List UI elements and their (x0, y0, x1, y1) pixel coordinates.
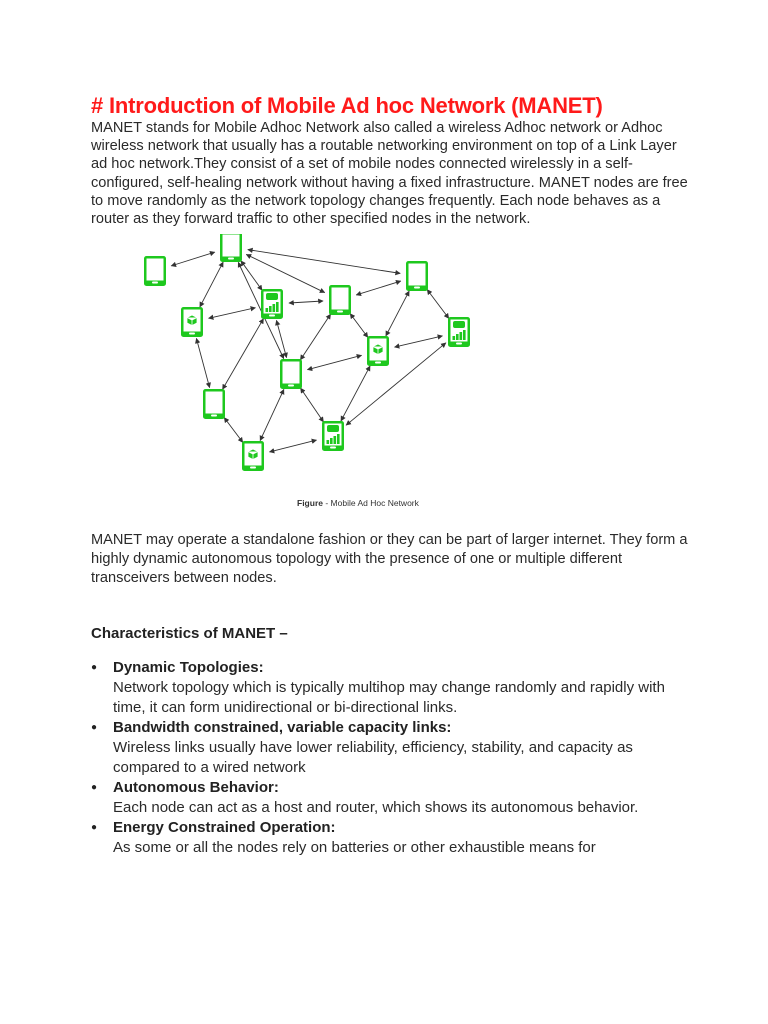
link-arrow (223, 319, 264, 390)
mobile-node-cube-icon (181, 307, 203, 337)
link-arrow (224, 418, 243, 443)
bullet-icon: ● (91, 722, 98, 734)
item-desc: Each node can act as a host and router, which shows its autonomous behavior. (113, 799, 639, 817)
link-arrow (341, 366, 370, 421)
link-arrow (196, 339, 209, 388)
link-arrow (300, 314, 330, 360)
link-arrow (386, 291, 409, 336)
node-group (144, 234, 470, 471)
bullet-icon: ● (91, 662, 98, 674)
link-arrow (269, 440, 316, 452)
list-item (91, 718, 691, 778)
mobile-node-icon (144, 256, 166, 286)
mobile-node-icon (329, 285, 351, 315)
figure-caption (297, 498, 419, 508)
network-diagram (131, 234, 551, 519)
link-arrow (356, 281, 401, 295)
item-desc: Wireless links usually have lower reliability, efficiency, stability, and capacity as compared to a wired network (113, 739, 633, 777)
item-title: Dynamic Topologies: (113, 659, 264, 677)
mobile-node-cube-icon (242, 441, 264, 471)
list-item (91, 778, 691, 818)
bullet-icon: ● (91, 822, 98, 834)
link-arrow (260, 390, 284, 441)
list-item (91, 818, 691, 858)
link-arrow (350, 314, 368, 338)
second-paragraph: MANET may operate a standalone fashion or they can be part of larger internet. They form a highly dynamic autonomous topology with the presence of one or multiple different transceivers between nodes. (91, 532, 688, 587)
item-title: Autonomous Behavior: (113, 779, 279, 797)
item-desc: Network topology which is typically multihop may change randomly and rapidly with time, it can form unidirectional or bi-directional links. (113, 679, 665, 717)
item-title: Bandwidth constrained, variable capacity links: (113, 719, 452, 737)
item-title: Energy Constrained Operation: (113, 819, 336, 837)
section-heading: Characteristics of MANET – (91, 625, 288, 643)
link-arrow (209, 308, 256, 319)
manet-figure (131, 234, 551, 519)
mobile-node-icon (203, 389, 225, 419)
mobile-node-chart-icon (448, 317, 470, 347)
mobile-node-icon (220, 234, 242, 262)
link-arrow (395, 336, 443, 347)
page-title: # Introduction of Mobile Ad hoc Network (MANET) (91, 93, 603, 118)
list-item (91, 658, 691, 718)
link-arrow (307, 356, 361, 370)
item-desc: As some or all the nodes rely on batteries or other exhaustible means for (113, 839, 596, 857)
link-arrow (200, 262, 223, 307)
caption-text: - Mobile Ad Hoc Network (322, 498, 419, 509)
caption-label: Figure (297, 498, 323, 509)
characteristics-list (91, 658, 691, 858)
link-arrow (289, 301, 323, 303)
mobile-node-cube-icon (367, 336, 389, 366)
link-arrow (276, 321, 286, 358)
document-page (91, 93, 691, 858)
link-arrow (427, 290, 449, 319)
mobile-node-icon (280, 359, 302, 389)
mobile-node-icon (406, 261, 428, 291)
mobile-node-chart-icon (261, 289, 283, 319)
intro-paragraph: MANET stands for Mobile Adhoc Network also called a wireless Adhoc network or Adhoc wireless network that usually has a routable networking environment on top of a Link Layer ad hoc network.They consist of a set of mobile nodes connected wirelessly in a self-configured, self-healing network without having a fixed infrastructure. MANET nodes are free to move randomly as the network topology changes frequently. Each node behaves as a router as they forward traffic to other specified nodes in the network. (91, 120, 688, 228)
link-arrow (171, 252, 215, 266)
link-arrow (248, 250, 400, 274)
bullet-icon: ● (91, 782, 98, 794)
mobile-node-chart-icon (322, 421, 344, 451)
link-arrow (301, 388, 324, 422)
